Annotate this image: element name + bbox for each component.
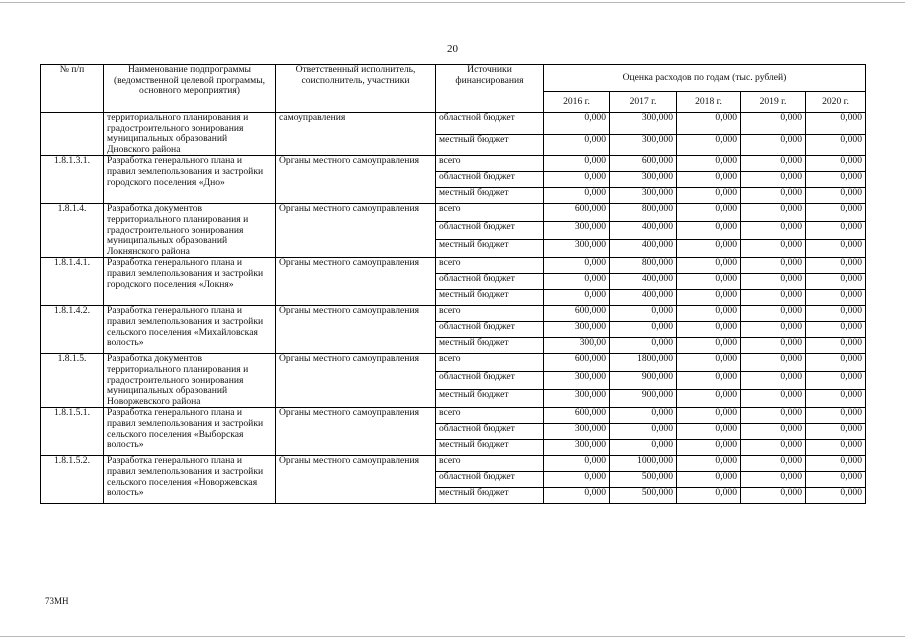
row-source: местный бюджет	[436, 134, 544, 156]
row-value: 0,000	[806, 424, 866, 440]
row-value: 0,000	[806, 134, 866, 156]
row-value: 0,000	[806, 290, 866, 306]
header-row	[41, 65, 866, 92]
row-name: Разработка документов территориального планирования и градостроительного зонирования муниципальных образований Локнянского района	[104, 204, 276, 258]
footer-code: 73МН	[45, 596, 69, 606]
row-value: 0,000	[677, 240, 741, 258]
row-value: 0,000	[610, 408, 677, 424]
row-source: местный бюджет	[436, 188, 544, 204]
row-value: 0,000	[741, 156, 806, 172]
row-value: 600,000	[610, 156, 677, 172]
row-value: 0,000	[677, 354, 741, 372]
table-row	[41, 354, 866, 372]
header-year: 2017 г.	[610, 92, 677, 113]
row-value: 300,000	[544, 372, 610, 390]
row-value: 0,000	[806, 274, 866, 290]
table-row	[41, 204, 866, 222]
row-value: 0,000	[544, 188, 610, 204]
row-value: 0,000	[741, 440, 806, 456]
table-body	[41, 113, 866, 504]
row-value: 0,000	[677, 306, 741, 322]
row-value: 0,000	[806, 354, 866, 372]
row-value: 900,000	[610, 372, 677, 390]
row-code: 1.8.1.5.	[41, 354, 104, 408]
row-value: 0,000	[610, 338, 677, 354]
header-year: 2020 г.	[806, 92, 866, 113]
row-responsible: Органы местного самоуправления	[276, 456, 436, 504]
row-value: 0,000	[677, 338, 741, 354]
row-value: 0,000	[741, 113, 806, 135]
row-value: 300,000	[544, 424, 610, 440]
row-value: 0,000	[806, 306, 866, 322]
row-value: 0,000	[806, 440, 866, 456]
row-responsible: Органы местного самоуправления	[276, 408, 436, 456]
row-code: 1.8.1.4.2.	[41, 306, 104, 354]
row-responsible: Органы местного самоуправления	[276, 204, 436, 258]
header-num: № п/п	[41, 65, 104, 113]
row-value: 0,000	[677, 222, 741, 240]
row-value: 300,000	[610, 113, 677, 135]
row-source: всего	[436, 408, 544, 424]
header-year: 2018 г.	[677, 92, 741, 113]
row-value: 0,000	[741, 456, 806, 472]
row-value: 0,000	[677, 156, 741, 172]
row-value: 600,000	[544, 204, 610, 222]
row-code	[41, 113, 104, 156]
row-value: 0,000	[677, 456, 741, 472]
row-responsible: Органы местного самоуправления	[276, 156, 436, 204]
row-value: 0,000	[677, 322, 741, 338]
row-value: 0,000	[677, 424, 741, 440]
table-row	[41, 258, 866, 274]
row-value: 0,000	[806, 113, 866, 135]
row-value: 0,000	[741, 390, 806, 408]
row-value: 300,000	[544, 240, 610, 258]
row-value: 0,000	[544, 113, 610, 135]
row-value: 0,000	[677, 290, 741, 306]
row-source: областной бюджет	[436, 472, 544, 488]
row-code: 1.8.1.4.	[41, 204, 104, 258]
row-value: 0,000	[741, 258, 806, 274]
scan-edge-top	[0, 2, 905, 3]
row-value: 0,000	[610, 440, 677, 456]
row-value: 0,000	[741, 222, 806, 240]
row-value: 800,000	[610, 204, 677, 222]
row-value: 800,000	[610, 258, 677, 274]
row-value: 0,000	[741, 172, 806, 188]
row-source: областной бюджет	[436, 424, 544, 440]
row-value: 300,000	[544, 440, 610, 456]
row-value: 1800,000	[610, 354, 677, 372]
row-value: 0,000	[677, 204, 741, 222]
row-name: территориального планирования и градостроительного зонирования муниципальных образований Дновского района	[104, 113, 276, 156]
row-value: 0,000	[544, 172, 610, 188]
row-source: всего	[436, 204, 544, 222]
row-value: 0,000	[610, 424, 677, 440]
row-source: местный бюджет	[436, 240, 544, 258]
row-value: 0,000	[806, 172, 866, 188]
row-value: 0,000	[544, 156, 610, 172]
row-value: 0,000	[806, 188, 866, 204]
row-name: Разработка документов территориального планирования и градостроительного зонирования муниципальных образований Новоржевского района	[104, 354, 276, 408]
row-source: местный бюджет	[436, 390, 544, 408]
row-value: 0,000	[806, 456, 866, 472]
row-source: местный бюджет	[436, 338, 544, 354]
header-year: 2019 г.	[741, 92, 806, 113]
row-value: 0,000	[741, 488, 806, 504]
row-value: 0,000	[677, 172, 741, 188]
row-value: 0,000	[741, 338, 806, 354]
row-code: 1.8.1.4.1.	[41, 258, 104, 306]
row-value: 300,000	[544, 222, 610, 240]
table-row	[41, 408, 866, 424]
row-value: 0,000	[677, 188, 741, 204]
row-value: 300,000	[544, 390, 610, 408]
row-responsible: Органы местного самоуправления	[276, 306, 436, 354]
table-row	[41, 456, 866, 472]
table-row	[41, 156, 866, 172]
header-responsible: Ответственный исполнитель, соисполнитель, участники	[276, 65, 436, 113]
row-value: 0,000	[544, 472, 610, 488]
row-value: 0,000	[806, 240, 866, 258]
row-value: 900,000	[610, 390, 677, 408]
row-responsible: самоуправления	[276, 113, 436, 156]
row-value: 0,000	[677, 274, 741, 290]
row-value: 0,000	[806, 204, 866, 222]
row-value: 0,000	[806, 258, 866, 274]
row-value: 400,000	[610, 274, 677, 290]
row-value: 0,000	[677, 134, 741, 156]
row-code: 1.8.1.5.1.	[41, 408, 104, 456]
row-code: 1.8.1.5.2.	[41, 456, 104, 504]
row-value: 400,000	[610, 222, 677, 240]
row-value: 0,000	[741, 274, 806, 290]
row-value: 0,000	[544, 456, 610, 472]
row-source: областной бюджет	[436, 222, 544, 240]
row-value: 0,000	[741, 188, 806, 204]
row-source: областной бюджет	[436, 113, 544, 135]
row-value: 300,000	[610, 134, 677, 156]
row-value: 0,000	[806, 472, 866, 488]
row-value: 0,000	[806, 338, 866, 354]
row-source: местный бюджет	[436, 440, 544, 456]
row-value: 0,000	[741, 204, 806, 222]
row-value: 500,000	[610, 488, 677, 504]
row-value: 0,000	[741, 306, 806, 322]
row-value: 0,000	[677, 390, 741, 408]
row-value: 0,000	[741, 322, 806, 338]
row-value: 0,000	[806, 372, 866, 390]
row-value: 0,000	[741, 424, 806, 440]
row-name: Разработка генерального плана и правил землепользования и застройки сельского поселения «Новоржевская волость»	[104, 456, 276, 504]
row-value: 300,000	[544, 322, 610, 338]
table-row	[41, 113, 866, 135]
row-source: областной бюджет	[436, 274, 544, 290]
row-value: 500,000	[610, 472, 677, 488]
row-value: 0,000	[677, 440, 741, 456]
row-value: 0,000	[741, 472, 806, 488]
scan-edge-bottom	[0, 636, 905, 637]
row-source: всего	[436, 306, 544, 322]
row-value: 0,000	[610, 306, 677, 322]
row-source: всего	[436, 456, 544, 472]
row-source: местный бюджет	[436, 488, 544, 504]
row-value: 300,000	[610, 172, 677, 188]
row-source: всего	[436, 354, 544, 372]
row-value: 0,000	[741, 372, 806, 390]
header-sources: Источники финансирования	[436, 65, 544, 113]
row-value: 0,000	[806, 222, 866, 240]
row-name: Разработка генерального плана и правил землепользования и застройки городского поселения «Локня»	[104, 258, 276, 306]
row-value: 300,00	[544, 338, 610, 354]
row-value: 0,000	[677, 113, 741, 135]
row-value: 0,000	[677, 472, 741, 488]
table-row	[41, 306, 866, 322]
row-value: 0,000	[677, 488, 741, 504]
row-responsible: Органы местного самоуправления	[276, 258, 436, 306]
row-value: 300,000	[610, 188, 677, 204]
row-source: областной бюджет	[436, 322, 544, 338]
row-value: 0,000	[544, 134, 610, 156]
row-value: 0,000	[806, 156, 866, 172]
row-value: 0,000	[544, 274, 610, 290]
row-value: 600,000	[544, 306, 610, 322]
row-value: 0,000	[741, 408, 806, 424]
row-value: 600,000	[544, 408, 610, 424]
row-value: 0,000	[806, 408, 866, 424]
row-value: 400,000	[610, 240, 677, 258]
row-source: областной бюджет	[436, 372, 544, 390]
row-source: всего	[436, 258, 544, 274]
budget-table	[40, 64, 866, 504]
row-value: 0,000	[677, 408, 741, 424]
row-code: 1.8.1.3.1.	[41, 156, 104, 204]
row-value: 0,000	[544, 258, 610, 274]
row-value: 0,000	[741, 134, 806, 156]
row-value: 0,000	[610, 322, 677, 338]
row-value: 1000,000	[610, 456, 677, 472]
row-value: 0,000	[544, 488, 610, 504]
row-source: всего	[436, 156, 544, 172]
row-value: 0,000	[741, 290, 806, 306]
row-value: 0,000	[806, 390, 866, 408]
row-responsible: Органы местного самоуправления	[276, 354, 436, 408]
row-name: Разработка генерального плана и правил землепользования и застройки городского поселения «Дно»	[104, 156, 276, 204]
header-year: 2016 г.	[544, 92, 610, 113]
header-name: Наименование подпрограммы (ведомственной целевой программы, основного мероприятия)	[104, 65, 276, 113]
row-value: 0,000	[741, 240, 806, 258]
page-number: 20	[447, 43, 458, 55]
row-value: 0,000	[544, 290, 610, 306]
row-name: Разработка генерального плана и правил землепользования и застройки сельского поселения «Михайловская волость»	[104, 306, 276, 354]
row-value: 0,000	[806, 488, 866, 504]
row-value: 0,000	[741, 354, 806, 372]
row-value: 0,000	[677, 258, 741, 274]
row-value: 0,000	[677, 372, 741, 390]
row-source: местный бюджет	[436, 290, 544, 306]
header-estimate: Оценка расходов по годам (тыс. рублей)	[544, 65, 866, 92]
row-value: 400,000	[610, 290, 677, 306]
row-source: областной бюджет	[436, 172, 544, 188]
row-value: 600,000	[544, 354, 610, 372]
row-value: 0,000	[806, 322, 866, 338]
row-name: Разработка генерального плана и правил землепользования и застройки сельского поселения «Выборская волость»	[104, 408, 276, 456]
